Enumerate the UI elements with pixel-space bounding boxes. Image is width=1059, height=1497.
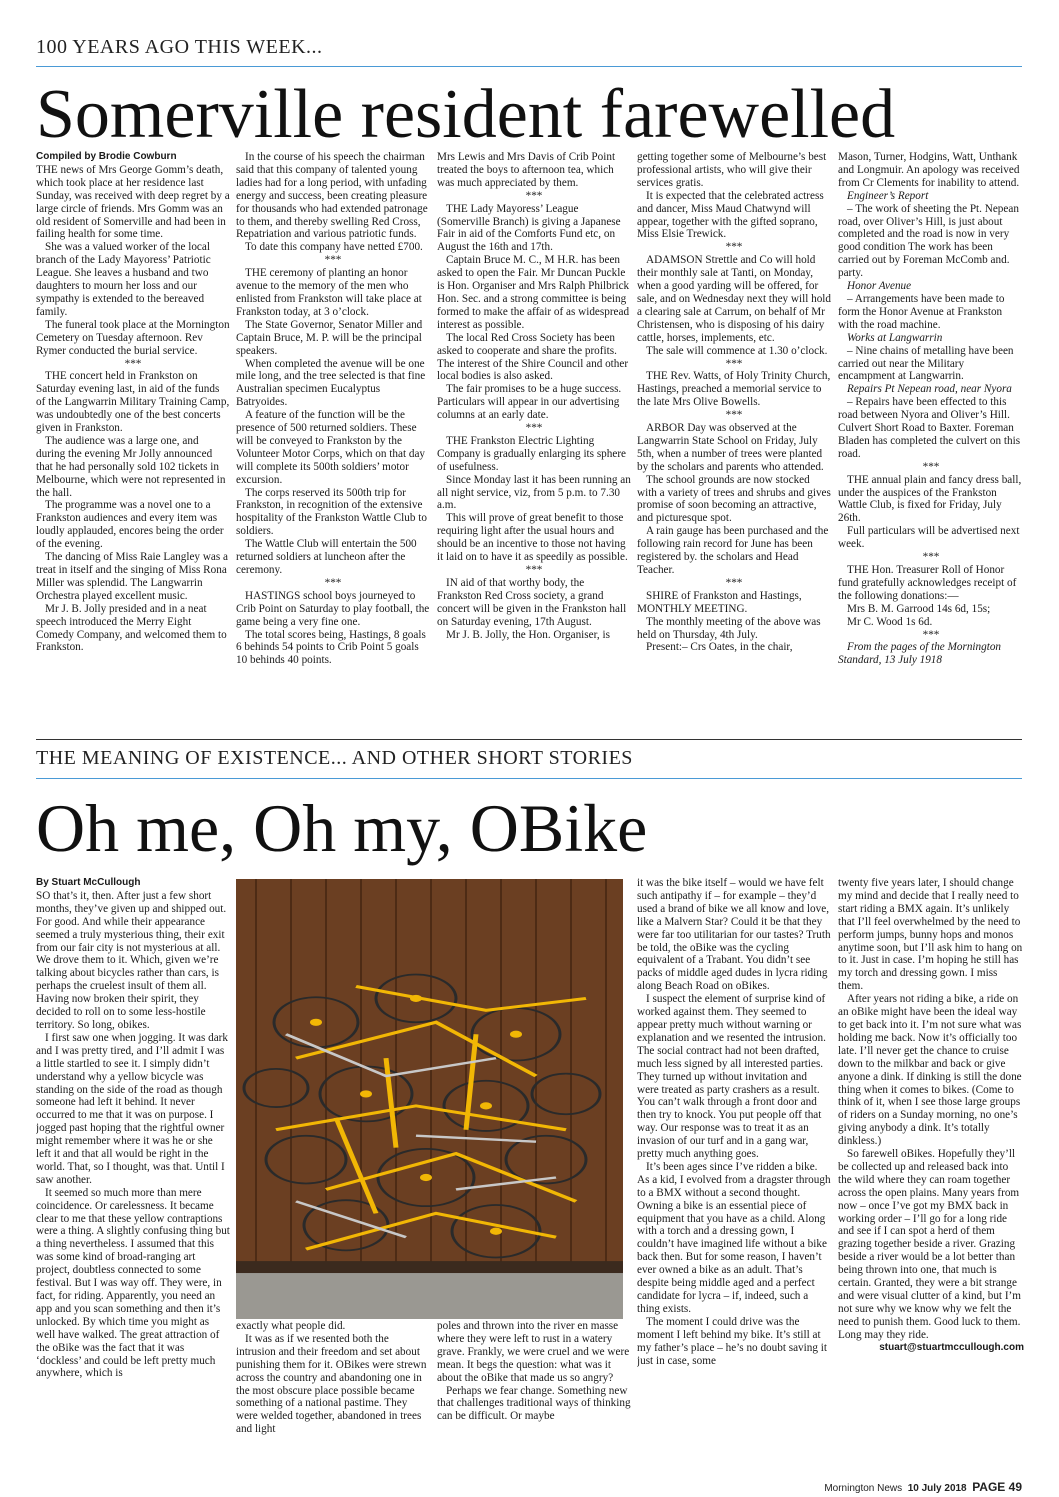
paragraphs: [838, 151, 1024, 667]
bottom-column-2: [236, 1320, 430, 1470]
paragraph: – The work of sheeting the Pt. Nepean road, over Oliver’s Hill, is just about completed and the road is now in very good condition The work has been carried out by Foreman McComb and. party.: [838, 202, 1019, 280]
headline-obike: Oh me, Oh my, OBike: [36, 790, 648, 866]
paragraph: The corps reserved its 500th trip for Frankston, in recognition of the extensive hospitality of the Frankston Wattle Club to soldiers.: [236, 486, 427, 538]
paragraphs: [236, 1320, 430, 1436]
paragraph: The dancing of Miss Raie Langley was a treat in itself and the singing of Miss Rona Miller was splendid. The Langwarrin Orchestra played excellent music.: [36, 551, 228, 602]
paragraph: THE Hon. Treasurer Roll of Honor fund gratefully acknowledges receipt of the following donations:—: [838, 564, 1017, 602]
footer-page-number: PAGE 49: [972, 1480, 1022, 1494]
paragraph: THE annual plain and fancy dress ball, under the auspices of the Frankston Wattle Club, is fixed for Friday, July 26th.: [838, 473, 1022, 525]
paragraph: A feature of the function will be the presence of 500 returned soldiers. These will be conveyed to Frankston by the Volunteer Motor Corps, which on that day will complete its 500th soldiers’ motor excursion.: [236, 409, 426, 486]
paragraphs: [437, 151, 631, 641]
paragraph: The local Red Cross Society has been asked to cooperate and share the profits. The interest of the Shire Council and other local bodies is also asked.: [437, 331, 629, 383]
paragraph: She was a valued worker of the local branch of the Lady Mayoress’ Patriotic League. She leaves a husband and two daughters to mourn her loss and our sympathy is extended to the bereaved family.: [36, 241, 211, 318]
paragraph: ADAMSON Strettle and Co will hold their monthly sale at Tanti, on Monday, when a good yarding will be offered, for sale, and on Wednesday next they will hold a clearing sale at Carrum, on behalf of Mr Christensen, who is disposing of his dairy cattle, horses, implements, etc.: [637, 254, 831, 344]
section-label-stories: THE MEANING OF EXISTENCE... AND OTHER SHORT STORIES: [36, 747, 633, 769]
footer-paper: Mornington News: [824, 1483, 903, 1494]
paragraph: SO that’s it, then. After just a few short months, they’ve given up and shipped out. For good. And while their appearance seemed a truly mysterious thing, their exit from our fair city is not mysterious at all. We drove them to it. Which, given we’re talking about bicycles rather than cars, is perhaps the cruelest insult of them all. Having now broken their spirit, they decided to roll on to some less-hostile territory. So long, obikes.: [36, 889, 227, 1031]
paragraph: THE ceremony of planting an honor avenue to the memory of the men who enlisted from Frankston will take place at Frankston today, at 3 o’clock.: [236, 267, 422, 318]
paragraph: Honor Avenue: [847, 280, 912, 293]
paragraphs: [637, 151, 831, 654]
paragraph: The moment I could drive was the moment I left behind my bike. It’s still at my father’s place – he’s no doubt saving it just in case, some: [637, 1315, 827, 1367]
paragraph: The sale will commence at 1.30 o’clock.: [646, 344, 828, 357]
paragraphs: [236, 151, 430, 667]
footer-date: 10 July 2018: [907, 1483, 967, 1494]
paragraph: exactly what people did.: [236, 1320, 346, 1332]
separator-stars: ***: [525, 564, 543, 576]
paragraph: THE Lady Mayoress’ League (Somerville Branch) is giving a Japanese Fair in aid of the Comforts Fund etc, on August the 16th and 17th.: [437, 202, 621, 254]
paragraph: So farewell oBikes. Hopefully they’ll be collected up and released back into the wild where they can roam together across the open plains. Many years from now – once I’ve got my BMX back in working order – I’ll go for a long ride and see if I can spot a herd of them grazing together beside a river. Grazing beside a river would be a lot better than being thrown into one, that much is certain. Granted, they were a bit strange and were visual clutter of a kind, but I’m not sure why we know why we felt the need to punish them. Good luck to them. Long may they ride.: [838, 1148, 1021, 1341]
separator-stars: ***: [725, 241, 743, 254]
paragraph: Mrs Lewis and Mrs Davis of Crib Point treated the boys to afternoon tea, which was much appreciated by them.: [437, 151, 616, 189]
paragraph: It was as if we resented both the intrusion and their freedom and set about punishing them for it. OBikes were strewn across the country and abandoning one in the most obscure place possible became something of a national pastime. They were welded together, abandoned in trees and light: [236, 1332, 427, 1436]
bottom-column-1: [36, 877, 230, 1472]
bottom-column-4: [637, 877, 831, 1472]
paragraph: THE Rev. Watts, of Holy Trinity Church, Hastings, preached a memorial service to the late Mrs Olive Bowells.: [637, 370, 831, 409]
byline: By Stuart McCullough: [36, 877, 141, 888]
separator-stars: ***: [725, 357, 743, 370]
paragraph: ARBOR Day was observed at the Langwarrin State School on Friday, July 5th, when a number of trees were planted by the scholars and parents who attended.: [637, 422, 824, 473]
separator-stars: ***: [725, 409, 743, 422]
paragraph: When completed the avenue will be one mile long, and the tree selected is that fine Australian specimen Eucalyptus Batryoides.: [236, 357, 426, 409]
section-divider: [36, 739, 1022, 740]
paragraph: It’s been ages since I’ve ridden a bike. As a kid, I evolved from a dragster through to a BMX without a second thought. Owning a bike is an essential piece of equipment that you have as a child. Along with a torch and a dressing gown, I couldn’t have imagined life without a bike back then. But for some reason, I haven’t ever owned a bike as an adult. That’s despite being middle aged and a perfect candidate for lycra – if, indeed, such a thing exists.: [637, 1160, 831, 1315]
paragraph: – Nine chains of metalling have been carried out near the Military encampment at Langwarrin.: [838, 344, 1014, 383]
paragraph: The funeral took place at the Mornington Cemetery on Tuesday afternoon. Rev Rymer conducted the burial service.: [36, 318, 230, 357]
paragraphs: [637, 877, 831, 1367]
paragraph: THE concert held in Frankston on Saturday evening last, in aid of the funds of the Langwarrin Military Training Camp, was undoubtedly one of the best concerts given in Frankston.: [36, 370, 230, 435]
page-footer: [824, 1480, 1022, 1494]
paragraph: Works at Langwarrin: [847, 331, 943, 344]
separator-stars: ***: [922, 628, 940, 641]
paragraph: The programme was a novel one to a Frankston audiences and every item was loudly applauded, encores being the order of the evening.: [36, 499, 224, 551]
paragraph: Since Monday last it has been running an all night service, viz, from 5 p.m. to 7.30 a.m.: [437, 473, 631, 512]
paragraph: After years not riding a bike, a ride on an oBike might have been the ideal way to get back into it. I’m not sure what was holding me back. Now it’s officially too late. I’ll never get the chance to cruise down to the milkbar and back or give anyone a dink. If dinking is still the done thing when it comes to bikes. (Come to think of it, when I see those large groups of riders on a Sunday morning, no one’s giving anybody a dink. It’s totally dinkless.): [838, 993, 1022, 1148]
paragraph: Mrs B. M. Garrood 14s 6d, 15s;: [847, 602, 991, 615]
paragraph: getting together some of Melbourne’s best professional artists, who will give their services gratis.: [637, 151, 827, 189]
paragraph: From the pages of the Mornington Standard, 13 July 1918: [838, 641, 1002, 667]
paragraph: SHIRE of Frankston and Hastings, MONTHLY MEETING.: [637, 589, 802, 615]
paragraph: Mason, Turner, Hodgins, Watt, Unthank and Longmuir. An apology was received from Cr Clements for inability to attend.: [838, 151, 1020, 189]
paragraph: To date this company have netted £700.: [245, 241, 423, 254]
paragraph: poles and thrown into the river en masse where they were left to rust in a watery grave. Frankly, we were cruel and we were mean. It begs the question: what was it about the oBike that made us so angry?: [437, 1320, 630, 1384]
paragraph: Mr C. Wood 1s 6d.: [847, 615, 933, 628]
paragraph: It seemed so much more than mere coincidence. Or carelessness. It became clear to me that these yellow contraptions were a thing. A slightly confusing thing but a thing nevertheless. I assumed that this was some kind of broad-ranging art project, doubtless connected to some festival. But I was way off. They were, in fact, for riding. Apparently, you need an app and you scan something and then it’s unlocked. By which time you might as well have walked. The great attraction of the oBike was the fact that it was ‘dockless’ and could be left pretty much anywhere, which is: [36, 1186, 230, 1380]
bottom-column-3: [437, 1320, 631, 1470]
paragraphs: [838, 877, 1024, 1342]
separator-stars: ***: [525, 189, 543, 202]
paragraph: Engineer’s Report: [847, 189, 929, 202]
paragraph: THE news of Mrs George Gomm’s death, which took place at her residence last Sunday, was received with deep regret by a large circle of friends. Mrs Gomm was an old resident of Somerville and had been in failing health for some time.: [36, 163, 230, 241]
top-column-3: [437, 151, 631, 726]
paragraph: It is expected that the celebrated actress and dancer, Miss Maud Chatwynd will appear, together with the gifted soprano, Miss Elsie Trewick.: [637, 189, 824, 241]
paragraph: THE Frankston Electric Lighting Company is gradually enlarging its sphere of usefulness.: [437, 434, 627, 473]
bottom-column-5: [838, 877, 1024, 1472]
paragraph: In the course of his speech the chairman said that this company of talented young ladies had for a long period, with unfading energy and success, been creating pleasure for thousands who had extended patronage to them, and thereby swelling Red Cross, Repatriation and various patriotic funds.: [236, 151, 428, 241]
headline-somerville: Somerville resident farewelled: [36, 76, 896, 153]
separator-stars: ***: [525, 422, 543, 435]
paragraph: Captain Bruce M. C., M H.R. has been asked to open the Fair. Mr Duncan Puckle is Hon. Organiser and Mrs Ralph Philbrick Hon. Sec. and a strong committee is being formed to make the affair of as widespread interest as possible.: [437, 254, 630, 331]
paragraph: I first saw one when jogging. It was dark and I was pretty tired, and I’ll admit I was a little startled to see it. I simply didn’t understand why a yellow bicycle was standing on the side of the road as though someone had left it behind. It never occurred to me that it was on purpose. I jogged past hoping that the rightful owner might remember where it was he or she left it and that all would be right in the world. That, so I thought, was that. Until I saw another.: [36, 1031, 228, 1186]
paragraph: Present:– Crs Oates, in the chair,: [646, 641, 793, 654]
paragraph: This will prove of great benefit to those requiring light after the usual hours and should be an incentive to those not having it laid on to have it as speedily as possible.: [437, 512, 628, 564]
separator-stars: ***: [725, 576, 743, 589]
paragraphs: [36, 890, 230, 1380]
separator-stars: ***: [124, 357, 142, 370]
section-rule: [36, 66, 1022, 67]
paragraph: Perhaps we fear change. Something new that challenges traditional ways of thinking can be difficult. Or maybe: [437, 1384, 631, 1423]
separator-stars: ***: [324, 576, 342, 589]
top-column-4: [637, 151, 831, 726]
separator-stars: ***: [922, 460, 940, 473]
paragraph: The total scores being, Hastings, 8 goals 6 behinds 54 points to Crib Point 5 goals 10 behinds 40 points.: [236, 628, 426, 667]
paragraph: IN aid of that worthy body, the Frankston Red Cross society, a grand concert will be given in the Frankston hall on Saturday evening, 17th August.: [437, 576, 627, 628]
paragraph: – Arrangements have been made to form the Honor Avenue at Frankston with the road machine.: [838, 292, 1005, 331]
paragraph: The monthly meeting of the above was held on Thursday, 4th July.: [637, 615, 821, 641]
paragraph: HASTINGS school boys journeyed to Crib Point on Saturday to play football, the game being a very fine one.: [236, 589, 430, 628]
paragraph: – Repairs have been effected to this road between Nyora and Oliver’s Hill. Culvert Short Road to Baxter. Foreman Bladen has completed the culvert on this road.: [838, 396, 1021, 460]
paragraph: The fair promises to be a huge success. Particulars will appear in our advertising columns at an early date.: [437, 383, 622, 422]
paragraphs: [437, 1320, 631, 1423]
paragraph: The school grounds are now stocked with a variety of trees and shrubs and gives promise of soon becoming an attractive, and picturesque spot.: [637, 473, 831, 525]
section-label-history: 100 YEARS AGO THIS WEEK...: [36, 36, 323, 58]
paragraph: Mr J. B. Jolly, the Hon. Organiser, is: [446, 628, 610, 641]
paragraph: twenty five years later, I should change my mind and decide that I really need to start riding a BMX again. It’s unlikely that I’ll feel overwhelmed by the need to perform jumps, bunny hops and monos anytime soon, but I’ll ask him to hang on to it. Just in case. I’m hoping he still has my torch and dressing gown. I miss them.: [838, 877, 1023, 993]
paragraphs: [36, 164, 230, 654]
separator-stars: ***: [922, 551, 940, 564]
top-column-1: [36, 151, 230, 726]
paragraph: Repairs Pt Nepean road, near Nyora: [847, 383, 1012, 396]
top-column-5: [838, 151, 1024, 726]
paragraph: Mr J. B. Jolly presided and in a neat speech introduced the Merry Eight Comedy Company, and welcomed them to Frankston.: [36, 602, 227, 654]
byline: Compiled by Brodie Cowburn: [36, 151, 177, 162]
paragraph: The Wattle Club will entertain the 500 returned soldiers at luncheon after the ceremony.: [236, 538, 417, 576]
obike-pile-photo: [236, 879, 623, 1319]
paragraph: A rain gauge has been purchased and the following rain record for June has been registered by. the scholars and Head Teacher.: [637, 525, 829, 576]
top-column-2: [236, 151, 430, 726]
paragraph: Full particulars will be advertised next week.: [838, 525, 1020, 551]
author-email[interactable]: stuart@stuartmccullough.com: [879, 1341, 1024, 1353]
paragraph: The audience was a large one, and during the evening Mr Jolly announced that he had personally sold 102 tickets in Melbourne, which were not represented in the hall.: [36, 434, 226, 499]
separator-stars: ***: [324, 254, 342, 267]
section-rule: [36, 778, 1022, 779]
paragraph: I suspect the element of surprise kind of worked against them. They seemed to appear pretty much without warning or explanation and we resented the intrusion. The social contract had not been drafted, much less signed by all interested parties. They turned up without invitation and were treated as party crashers as a result. You can’t walk through a front door and then try to knock. You put people off that way. Our response was to treat it as an invasion of our turf and in a gang war, pretty much anything goes.: [637, 993, 826, 1161]
paragraph: The State Governor, Senator Miller and Captain Bruce, M. P. will be the principal speakers.: [236, 318, 423, 357]
paragraph: it was the bike itself – would we have felt such antipathy if – for example – they’d used a brand of bike we all know and love, like a Malvern Star? Could it be that they were far too utilitarian for our tastes? Truth be told, the oBike was the cycling equivalent of a Trabant. You didn’t see packs of middle aged dudes in lycra riding along Beach Road on oBikes.: [637, 877, 831, 993]
